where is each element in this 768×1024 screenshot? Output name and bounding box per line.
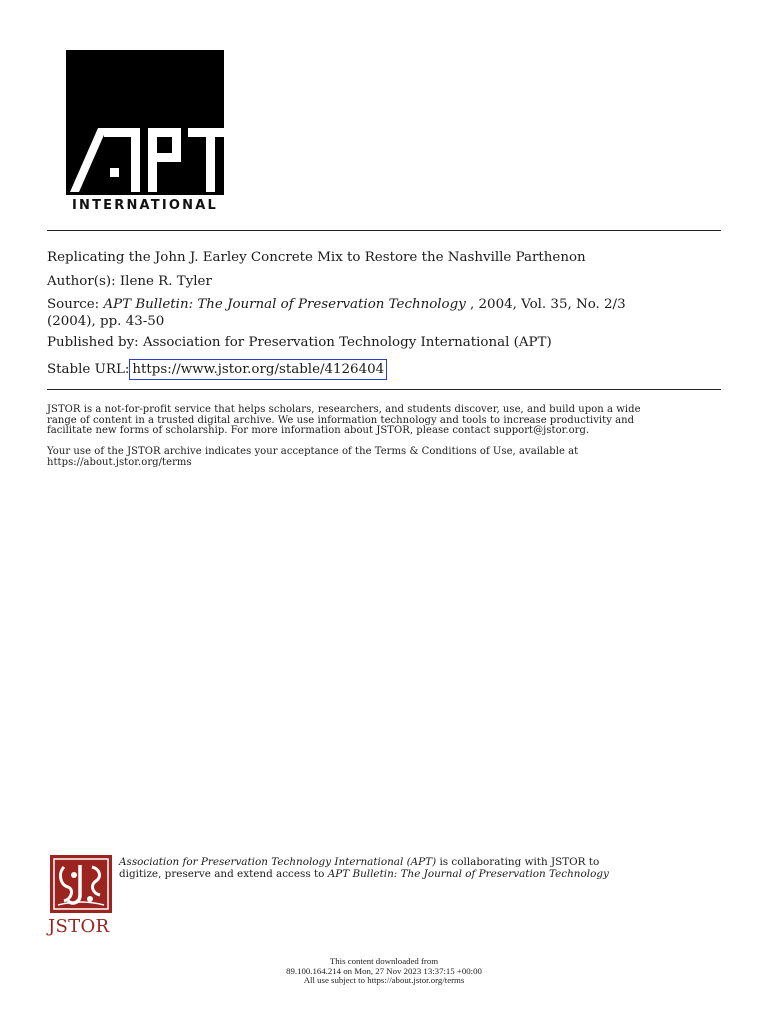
stable-url-link[interactable]: https://www.jstor.org/stable/4126404 (129, 359, 387, 380)
source-volume: , 2004, Vol. 35, No. 2/3 (465, 297, 626, 312)
logo-wordmark: INTERNATIONAL (72, 198, 218, 213)
apt-international-logo (64, 50, 226, 213)
source-label: Source: (47, 297, 100, 312)
footer-line-1: This content downloaded from (329, 956, 439, 966)
partner-statement (119, 856, 719, 881)
jstor-wordmark: JSTOR (48, 916, 110, 937)
bottom-divider (47, 389, 721, 390)
partner-org: Association for Preservation Technology International (APT) (119, 856, 437, 868)
apt-logo-glyph-icon (66, 50, 224, 195)
footer-line-3: All use subject to https://about.jstor.org/terms (303, 975, 465, 986)
footer-line-2: 89.100.164.214 on Mon, 27 Nov 2023 13:37:15 +00:00 (286, 965, 482, 976)
terms-link[interactable]: https://about.jstor.org/terms (47, 456, 192, 468)
article-title: Replicating the John J. Earley Concrete Mix to Restore the Nashville Parthenon (47, 250, 586, 265)
partner-text: is collaborating with JSTOR to (436, 856, 600, 868)
source-journal: APT Bulletin: The Journal of Preservation Technology (103, 297, 466, 312)
publisher-value: Association for Preservation Technology International (APT) (142, 335, 552, 350)
download-footer (0, 957, 768, 986)
partner-journal: APT Bulletin: The Journal of Preservation Technology (327, 868, 609, 881)
stable-url-label: Stable URL: (47, 362, 130, 377)
authors-value: Ilene R. Tyler (119, 274, 212, 289)
published-line (47, 333, 727, 352)
jstor-notice (47, 405, 727, 437)
source-pages: (2004), pp. 43-50 (47, 314, 165, 329)
top-divider (47, 230, 721, 231)
terms-notice (47, 447, 727, 468)
notice-line: JSTOR is a not-for-profit service that helps scholars, researchers, and students discover, use, and build upon a wide (47, 404, 641, 415)
notice-line: range of content in a trusted digital archive. We use information technology and tools to increase productivity and (47, 414, 635, 426)
published-label: Published by: (47, 335, 139, 350)
partner-text-2: digitize, preserve and extend access to (119, 868, 328, 881)
apt-logo-mark (66, 50, 224, 195)
authors-label: Author(s): (47, 274, 116, 289)
authors-line (47, 272, 727, 291)
terms-line: Your use of the JSTOR archive indicates your acceptance of the Terms & Conditions of Use, available at (47, 446, 579, 457)
notice-line: facilitate new forms of scholarship. For more information about JSTOR, please contact support@jstor.org. (47, 425, 590, 437)
stable-url-line (47, 359, 727, 380)
